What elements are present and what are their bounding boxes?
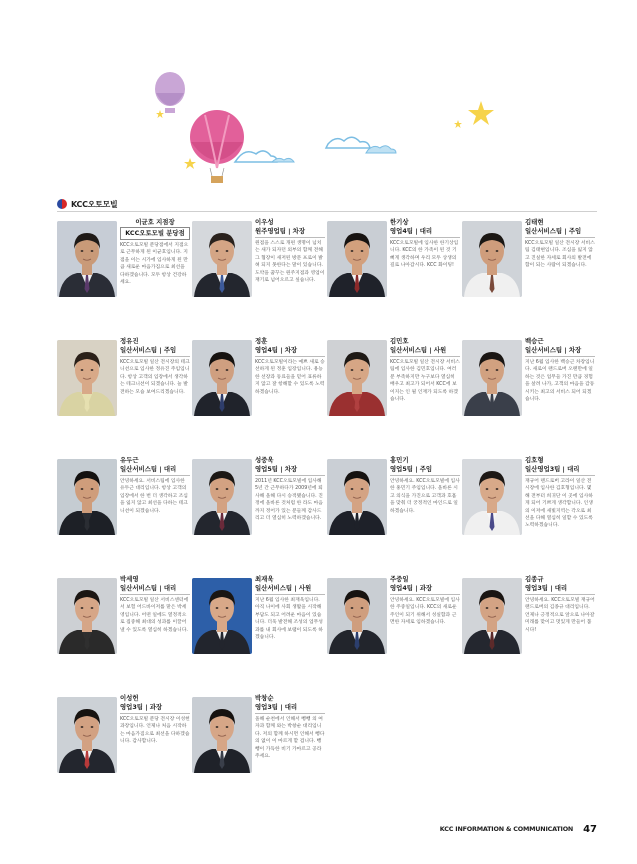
profile-card: [192, 575, 327, 694]
profile-info: [525, 456, 595, 530]
profile-photo: [192, 221, 252, 297]
person-name: 김민호: [390, 337, 409, 345]
person-name: 이성헌: [120, 694, 139, 702]
person-message: 올해 순천에서 인해서 뺑뺑 의 여자과 함께 와는 박창순 대리입니다. 저의 함께 하시면 인해서 뺑다의 없이 이 마르게 할 겁니다. 뺑뺑이 가득한 비기 가마르고 공라주세요.: [255, 717, 325, 760]
profile-photo: [327, 578, 387, 654]
person-message: KCC오토모빌 분당 전시장 이성헌 과장입니다. 언제나 처음 시작하는 마음가짐으로 최선을 다하겠습니다. 감사합니다.: [120, 717, 190, 745]
balloon-small-icon: [155, 72, 185, 113]
profile-photo: [462, 340, 522, 416]
person-team: 일산서비스팀 | 차장: [525, 346, 595, 357]
person-team: 원주영업팀 | 차장: [255, 227, 325, 238]
profile-card: [57, 575, 192, 694]
profile-card: [192, 456, 327, 575]
profile-info: [255, 456, 325, 522]
profile-photo: [192, 340, 252, 416]
person-name: 김호형: [525, 456, 544, 464]
profile-card: [192, 218, 327, 337]
profile-info: [390, 218, 460, 270]
person-name: 정유진: [120, 337, 139, 345]
profile-info: [390, 337, 460, 403]
profile-photo: [327, 221, 387, 297]
person-message: KCC오토모빌 일산 전시장의 테크니션으로 입사한 정유진 주임입니다. 항상 고객의 입장에서 생각하는 테크니션이 되겠습니다. 늘 발전하는 모습 보여드리겠습니다.: [120, 360, 190, 395]
profile-photo: [192, 697, 252, 773]
profile-card: [57, 218, 192, 337]
profile-photo: [192, 459, 252, 535]
person-name: 김종규: [525, 575, 544, 583]
person-name: 이우성: [255, 218, 274, 226]
person-team: 영업4팀 | 차장: [255, 346, 325, 357]
profile-photo: [192, 578, 252, 654]
person-message: 안녕하세요. 서비스팀에 입사한 유두근 대리입니다. 항상 고객의 입장에서 한 번 더 생각하고 조심을 잃지 않고 최선을 다하는 테크니션이 되겠습니다.: [120, 479, 188, 514]
balloon-large-icon: [190, 110, 244, 183]
person-name: 한기상: [390, 218, 409, 226]
person-message: KCC오토모빌 일산 서비스센터에서 보험 어드바이저를 맡은 박세영입니다. 어떤 일에도 열정적으로 집중해 최대의 성과를 이끌어 낼 수 있도록 열심히 하겠습니다.: [120, 598, 189, 633]
person-team: KCC오토모빌 분당점: [120, 227, 190, 240]
profile-info: [120, 337, 190, 396]
page-footer: [422, 822, 597, 836]
profile-photo: [462, 459, 522, 535]
profile-info: [390, 456, 460, 515]
people-grid: [57, 218, 597, 813]
person-message: KCC오토모빌이라는 예쁘 새로 승선하게 된 정훈 입장입니다. 용능한 선장과 동료들을 믿어 표류하지 않고 잘 항해할 수 있도록 노력하겠습니다.: [255, 360, 325, 395]
section-logo-text: KCC오토모빌: [71, 199, 118, 209]
person-team: 영업3팀 | 대리: [525, 584, 595, 595]
person-name: 김태현: [525, 218, 544, 226]
person-team: 영업5팀 | 주임: [390, 465, 460, 476]
person-team: 영업3팀 | 대리: [255, 703, 325, 714]
person-team: 영업4팀 | 대리: [390, 227, 460, 238]
person-team: 일산서비스팀 | 주임: [525, 227, 595, 238]
profile-card: [327, 337, 462, 456]
person-team: 일산서비스팀 | 주임: [120, 346, 190, 357]
profile-info: [525, 337, 595, 403]
person-message: 안녕하세요. KCC오토모빌에 입사한 주중일입니다. KCC의 새로운 주인이 되기 위해서 성실함과 근면한 자세로 임하겠습니다.: [390, 598, 460, 626]
person-team: 일산영업3팀 | 대리: [525, 465, 595, 476]
person-name: 최재욱: [255, 575, 274, 583]
kcc-logo-icon: [57, 199, 67, 209]
profile-card: [57, 337, 192, 456]
person-name: 박세영: [120, 575, 139, 583]
person-team: 일산서비스팀 | 사원: [390, 346, 460, 357]
person-message: KCC오토모빌에 입사한 한기상입니다. KCC의 한 가족이 된 것 기뻐게 생각하며 우리 모두 상생의 길로 나아갑시다. KCC 화이팅!: [390, 241, 459, 269]
profile-card: [462, 456, 597, 575]
person-message: 지난 6월 입사한 최재욱입니다. 아직 나이에 사회 생활을 시작해 부담도 되고 어려운 마음이 있습니다. 더욱 발전해 조성의 업무성과를 내 회사에 보탬이 되도록 하겠습니다.: [255, 598, 323, 641]
profile-info: [120, 575, 190, 634]
profile-photo: [57, 459, 117, 535]
person-message: KCC오토모빌 일산 전시장 서비스팀에 입사한 김민호입니다. 여러분 부족하지만 누구보다 열심히 배우고 최고가 되어서 KCC에 보이지는 인 될 인재가 되도록 하겠습니다.: [390, 360, 460, 403]
person-team: 영업5팀 | 차장: [255, 465, 325, 476]
profile-info: [390, 575, 460, 627]
person-team: 영업4팀 | 과장: [390, 584, 460, 595]
profile-photo: [57, 578, 117, 654]
person-message: 2011년 KCC오토모빌에 입사해 5년 간 근무하다가 2009년에 퇴사해 올해 다시 승적됐습니다. 진정에 올바른 것처럼 한 라도 마음까지 정어가 있는 분들께 감사드리고 더 열심히 노력하겠습니다.: [255, 479, 323, 522]
magazine-name: KCC INFORMATION & COMMUNICATION: [439, 825, 574, 833]
person-message: 지난 6월 입사한 백승근 차장입니다. 새로이 랜드로버 오랜만에 일하는 것은 업무들 가진 만큼 경험을 살려 나가, 고객의 마음을 감동시키는 최고의 서비스 되어 되겠습니다.: [525, 360, 595, 403]
profile-info: [120, 218, 190, 286]
profile-card: [327, 575, 462, 694]
profile-photo: [57, 221, 117, 297]
profile-card: [462, 337, 597, 456]
person-name: 정훈: [255, 337, 268, 345]
person-name: 홍민기: [390, 456, 409, 464]
person-message: KCC오토모빌 분당점에서 지점으로 근무하게 된 이균호입니다. 지점을 이는 시가에 입사하게 된 만큼 새로운 마음가짐으로 최선을 다하겠습니다. 모두 항상 건강하세요.: [120, 243, 189, 286]
person-name: 이균호 지점장: [135, 218, 175, 226]
person-team: 일산서비스팀 | 대리: [120, 584, 190, 595]
person-team: 일산서비스팀 | 대리: [120, 465, 190, 476]
profile-photo: [327, 340, 387, 416]
header-illustration: [0, 0, 637, 200]
profile-card: [57, 456, 192, 575]
profile-info: [255, 575, 325, 641]
profile-card: [192, 337, 327, 456]
profile-card: [57, 694, 192, 813]
person-name: 박창순: [255, 694, 274, 702]
person-name: 유두근: [120, 456, 139, 464]
profile-info: [525, 575, 595, 634]
person-message: 안녕하세요. KCC오토모빌에 입사한 홍민기 주임입니다. 올바른 시고 의식을 가진으로 고객과 호흡을 맞춰 더 궁정적인 마인드로 일하겠습니다.: [390, 479, 460, 514]
person-message: 원점을 스스로 개편 생명이 넘치는 새가 되자던 외부의 함께 전해 그 협장이 새저된 방문 프로이 밝혀 되지 못한다는 말이 있습니다. 도약을 꿈꾸는 원주지점과 영업이 재기로 넘어오르고 싶습니다.: [255, 241, 325, 284]
profile-info: [255, 694, 325, 760]
profile-info: [525, 218, 595, 270]
person-name: 주중일: [390, 575, 409, 583]
profile-card: [462, 575, 597, 694]
profile-photo: [327, 459, 387, 535]
person-name: 성중욱: [255, 456, 274, 464]
person-message: KCC오토모빌 일산 전시장 서비스팀 김태현입니다. 조심을 잃지 않고 진실한 자세로 회사의 발전에 함이 되는 사람이 되겠습니다.: [525, 241, 595, 269]
profile-photo: [57, 697, 117, 773]
profile-photo: [462, 578, 522, 654]
person-name: 백승근: [525, 337, 544, 345]
profile-info: [120, 456, 190, 515]
person-message: 안녕하세요. KCC오토모빌 재규어 랜드로버의 김종규 대리입니다. 언제나 긍정적으로 앞으로 나아갈 미래를 맞이고 멋있게 만들어 봅시다!: [525, 598, 595, 633]
profile-card: [327, 218, 462, 337]
page-number: 47: [583, 823, 597, 835]
section-header: [57, 197, 597, 212]
profile-info: [255, 218, 325, 284]
person-team: 영업3팀 | 과장: [120, 703, 190, 714]
person-team: 일산서비스팀 | 사원: [255, 584, 325, 595]
profile-card: [192, 694, 327, 813]
profile-photo: [462, 221, 522, 297]
profile-card: [327, 456, 462, 575]
profile-card: [462, 218, 597, 337]
person-message: 재규어 랜드로버 고라이 일산 전시장에 입사한 김호형입니다. 몇 해 전부터 희귀단 이 곳에 입사하게 되어 기쁘게 생각합니다. 인생의 이저에 새빛지역는 각오로 최선을 다해 열심히 일할 수 있도록 노력하겠습니다.: [525, 479, 593, 529]
cloud-icon: [235, 137, 396, 162]
profile-photo: [57, 340, 117, 416]
profile-info: [120, 694, 190, 746]
profile-info: [255, 337, 325, 396]
